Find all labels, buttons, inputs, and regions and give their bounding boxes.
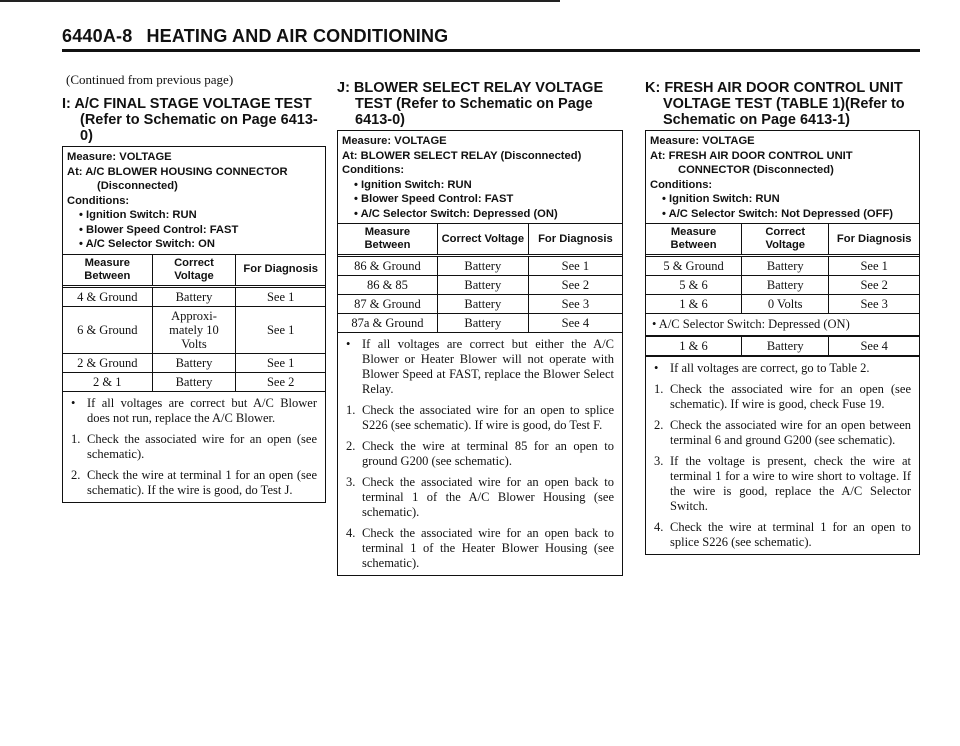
header-measure: Measure Between bbox=[63, 254, 152, 286]
table-row bbox=[338, 314, 622, 333]
cell-diagnosis: See 2 bbox=[528, 276, 622, 295]
cell-voltage: Battery bbox=[437, 314, 528, 333]
at-sub-line: CONNECTOR (Disconnected) bbox=[678, 164, 834, 176]
cell-voltage: Battery bbox=[152, 353, 236, 372]
condition-item: • Ignition Switch: RUN bbox=[354, 178, 472, 191]
note-marker: 2. bbox=[71, 467, 81, 482]
cell-diagnosis: See 1 bbox=[236, 306, 325, 353]
header-measure: Measure Between bbox=[338, 224, 437, 256]
title-line: K: FRESH AIR DOOR CONTROL UNIT bbox=[645, 80, 903, 96]
note-item bbox=[71, 396, 317, 426]
cell-measure: 1 & 6 bbox=[646, 295, 742, 314]
cell-measure: 2 & Ground bbox=[63, 353, 152, 372]
cell-measure: 5 & Ground bbox=[646, 256, 742, 276]
note-text: Check the associated wire for an open (see schematic). bbox=[87, 431, 317, 461]
cell-voltage: Battery bbox=[742, 337, 829, 356]
table-row bbox=[63, 353, 325, 372]
cell-measure: 4 & Ground bbox=[63, 286, 152, 306]
cell-measure: 87 & Ground bbox=[338, 295, 437, 314]
note-text: If all voltages are correct, go to Table 2. bbox=[670, 361, 870, 375]
title-line: 6413-0) bbox=[355, 112, 405, 128]
note-item bbox=[346, 439, 614, 469]
conditions-block bbox=[338, 131, 622, 223]
cell-measure: 87a & Ground bbox=[338, 314, 437, 333]
note-text: Check the wire at terminal 85 for an open to ground G200 (see schematic). bbox=[362, 439, 614, 468]
conditions-label: Conditions: bbox=[342, 164, 405, 176]
note-marker: 3. bbox=[654, 454, 664, 468]
voltage-table bbox=[646, 223, 919, 314]
note-marker: 2. bbox=[346, 439, 356, 453]
top-edge-line bbox=[0, 0, 560, 2]
table-header-row bbox=[338, 224, 622, 256]
table-row bbox=[646, 295, 919, 314]
note-item bbox=[71, 468, 317, 498]
note-text: If the voltage is present, check the wire at terminal 1 for a wire to wire short to voltage. If the wire is good, replace the A/C Selector Switch. bbox=[670, 454, 911, 513]
table-row bbox=[646, 256, 919, 276]
table-row bbox=[63, 306, 325, 353]
cell-voltage: Battery bbox=[437, 256, 528, 276]
measure-line: Measure: VOLTAGE bbox=[650, 135, 755, 147]
condition-item: • Ignition Switch: RUN bbox=[662, 193, 780, 205]
measure-line: Measure: VOLTAGE bbox=[342, 135, 447, 147]
condition-item: • Ignition Switch: RUN bbox=[79, 209, 197, 221]
cell-diagnosis: See 3 bbox=[528, 295, 622, 314]
note-marker: • bbox=[71, 395, 76, 410]
cell-diagnosis: See 1 bbox=[528, 256, 622, 276]
cell-diagnosis: See 4 bbox=[829, 337, 919, 356]
note-marker: 1. bbox=[654, 382, 664, 396]
conditions-label: Conditions: bbox=[67, 194, 130, 207]
table-row bbox=[338, 256, 622, 276]
table-row bbox=[646, 276, 919, 295]
header-rule bbox=[62, 49, 920, 52]
header-measure: Measure Between bbox=[646, 224, 742, 256]
note-marker: • bbox=[346, 337, 351, 351]
header-diagnosis: For Diagnosis bbox=[236, 254, 325, 286]
cell-voltage: Battery bbox=[152, 286, 236, 306]
section-j bbox=[337, 80, 623, 576]
cell-diagnosis: See 1 bbox=[236, 353, 325, 372]
note-text: If all voltages are correct but A/C Blower does not run, replace the A/C Blower. bbox=[87, 395, 317, 425]
header-correct: Correct Voltage bbox=[742, 224, 829, 256]
note-marker: 1. bbox=[346, 403, 356, 417]
page-code: 6440A-8 bbox=[62, 26, 133, 46]
cell-voltage: Battery bbox=[742, 256, 829, 276]
note-item bbox=[654, 520, 911, 550]
at-line: At: A/C BLOWER HOUSING CONNECTOR bbox=[67, 165, 288, 178]
note-item bbox=[346, 526, 614, 571]
section-i-title bbox=[62, 96, 326, 144]
notes-block bbox=[646, 356, 919, 554]
notes-block bbox=[338, 333, 622, 575]
note-item bbox=[346, 475, 614, 520]
note-marker: 1. bbox=[71, 431, 81, 446]
conditions-block bbox=[646, 131, 919, 223]
cell-diagnosis: See 4 bbox=[528, 314, 622, 333]
note-marker: 2. bbox=[654, 418, 664, 432]
voltage-table bbox=[338, 223, 622, 333]
cell-diagnosis: See 1 bbox=[236, 286, 325, 306]
note-item bbox=[654, 361, 911, 376]
table-row bbox=[338, 276, 622, 295]
cell-diagnosis: See 2 bbox=[236, 372, 325, 391]
note-text: Check the associated wire for an open back to terminal 1 of the A/C Blower Housing (see schematic). bbox=[362, 475, 614, 519]
cell-measure: 86 & 85 bbox=[338, 276, 437, 295]
table-row bbox=[63, 286, 325, 306]
note-marker: 4. bbox=[346, 526, 356, 540]
table-header-row bbox=[646, 224, 919, 256]
note-item bbox=[346, 337, 614, 397]
section-k-box bbox=[645, 130, 920, 555]
note-text: Check the associated wire for an open (see schematic). If wire is good, check Fuse 19. bbox=[670, 382, 911, 411]
note-marker: 4. bbox=[654, 520, 664, 534]
title-line: Schematic on Page 6413-1) bbox=[663, 112, 850, 128]
conditions-label: Conditions: bbox=[650, 178, 713, 191]
cell-diagnosis: See 3 bbox=[829, 295, 919, 314]
at-sub-line: (Disconnected) bbox=[97, 180, 178, 192]
note-text: Check the wire at terminal 1 for an open (see schematic). If the wire is good, do Test J. bbox=[87, 467, 317, 497]
at-line: At: BLOWER SELECT RELAY (Disconnected) bbox=[342, 149, 582, 162]
note-item bbox=[71, 432, 317, 462]
note-marker: 3. bbox=[346, 475, 356, 489]
cell-voltage: Battery bbox=[437, 276, 528, 295]
note-text: Check the wire at terminal 1 for an open to splice S226 (see schematic). bbox=[670, 520, 911, 549]
note-item bbox=[654, 382, 911, 412]
page-title: HEATING AND AIR CONDITIONING bbox=[146, 26, 449, 46]
note-item bbox=[346, 403, 614, 433]
header-correct: Correct Voltage bbox=[437, 224, 528, 256]
header-correct: Correct Voltage bbox=[152, 254, 236, 286]
note-text: Check the associated wire for an open between terminal 6 and ground G200 (see schematic). bbox=[670, 418, 911, 447]
condition-item: • A/C Selector Switch: ON bbox=[79, 238, 215, 250]
cell-measure: 6 & Ground bbox=[63, 306, 152, 353]
cell-diagnosis: See 2 bbox=[829, 276, 919, 295]
cell-measure: 86 & Ground bbox=[338, 256, 437, 276]
section-j-box bbox=[337, 130, 623, 576]
condition-item: • A/C Selector Switch: Depressed (ON) bbox=[354, 207, 558, 220]
header-diagnosis: For Diagnosis bbox=[528, 224, 622, 256]
measure-line: Measure: VOLTAGE bbox=[67, 151, 172, 163]
cell-voltage: Battery bbox=[437, 295, 528, 314]
table-row bbox=[63, 372, 325, 391]
title-line: (Refer to Schematic on Page 6413-0) bbox=[80, 112, 318, 144]
title-line: J: BLOWER SELECT RELAY VOLTAGE bbox=[337, 80, 604, 96]
table-header-row bbox=[63, 254, 325, 286]
note-marker: • bbox=[654, 361, 659, 375]
title-line: I: A/C FINAL STAGE VOLTAGE TEST bbox=[62, 96, 312, 112]
header-diagnosis: For Diagnosis bbox=[829, 224, 919, 256]
page-header bbox=[62, 26, 920, 47]
section-i-box bbox=[62, 146, 326, 503]
note-item bbox=[654, 454, 911, 514]
voltage-table bbox=[63, 254, 325, 392]
at-line: At: FRESH AIR DOOR CONTROL UNIT bbox=[650, 149, 853, 162]
conditions-block bbox=[63, 147, 325, 254]
voltage-table-2 bbox=[646, 336, 919, 356]
notes-block bbox=[63, 392, 325, 502]
cell-voltage: Battery bbox=[742, 276, 829, 295]
section-k-title bbox=[645, 80, 920, 128]
cell-measure: 1 & 6 bbox=[646, 337, 742, 356]
condition-item: • Blower Speed Control: FAST bbox=[354, 193, 514, 205]
mid-condition: • A/C Selector Switch: Depressed (ON) bbox=[646, 314, 919, 336]
note-item bbox=[654, 418, 911, 448]
table-row bbox=[646, 337, 919, 356]
cell-measure: 5 & 6 bbox=[646, 276, 742, 295]
cell-voltage: Approxi- mately 10 Volts bbox=[152, 306, 236, 353]
title-line: TEST (Refer to Schematic on Page bbox=[355, 96, 593, 112]
continued-note: (Continued from previous page) bbox=[66, 72, 234, 87]
table-row bbox=[338, 295, 622, 314]
cell-measure: 2 & 1 bbox=[63, 372, 152, 391]
cell-diagnosis: See 1 bbox=[829, 256, 919, 276]
cell-voltage: Battery bbox=[152, 372, 236, 391]
note-text: Check the associated wire for an open to splice S226 (see schematic). If wire is good, do Test F. bbox=[362, 403, 614, 432]
condition-item: • Blower Speed Control: FAST bbox=[79, 223, 239, 236]
section-k bbox=[645, 80, 920, 555]
cell-voltage: 0 Volts bbox=[742, 295, 829, 314]
title-line: VOLTAGE TEST (TABLE 1)(Refer to bbox=[663, 96, 905, 112]
section-i bbox=[62, 72, 326, 503]
section-j-title bbox=[337, 80, 623, 128]
note-text: Check the associated wire for an open back to terminal 1 of the Heater Blower Housing (see schematic). bbox=[362, 526, 614, 570]
note-text: If all voltages are correct but either the A/C Blower or Heater Blower will not operate with Blower Speed at FAST, replace the Blower Select Relay. bbox=[362, 337, 614, 396]
condition-item: • A/C Selector Switch: Not Depressed (OFF) bbox=[662, 207, 894, 220]
